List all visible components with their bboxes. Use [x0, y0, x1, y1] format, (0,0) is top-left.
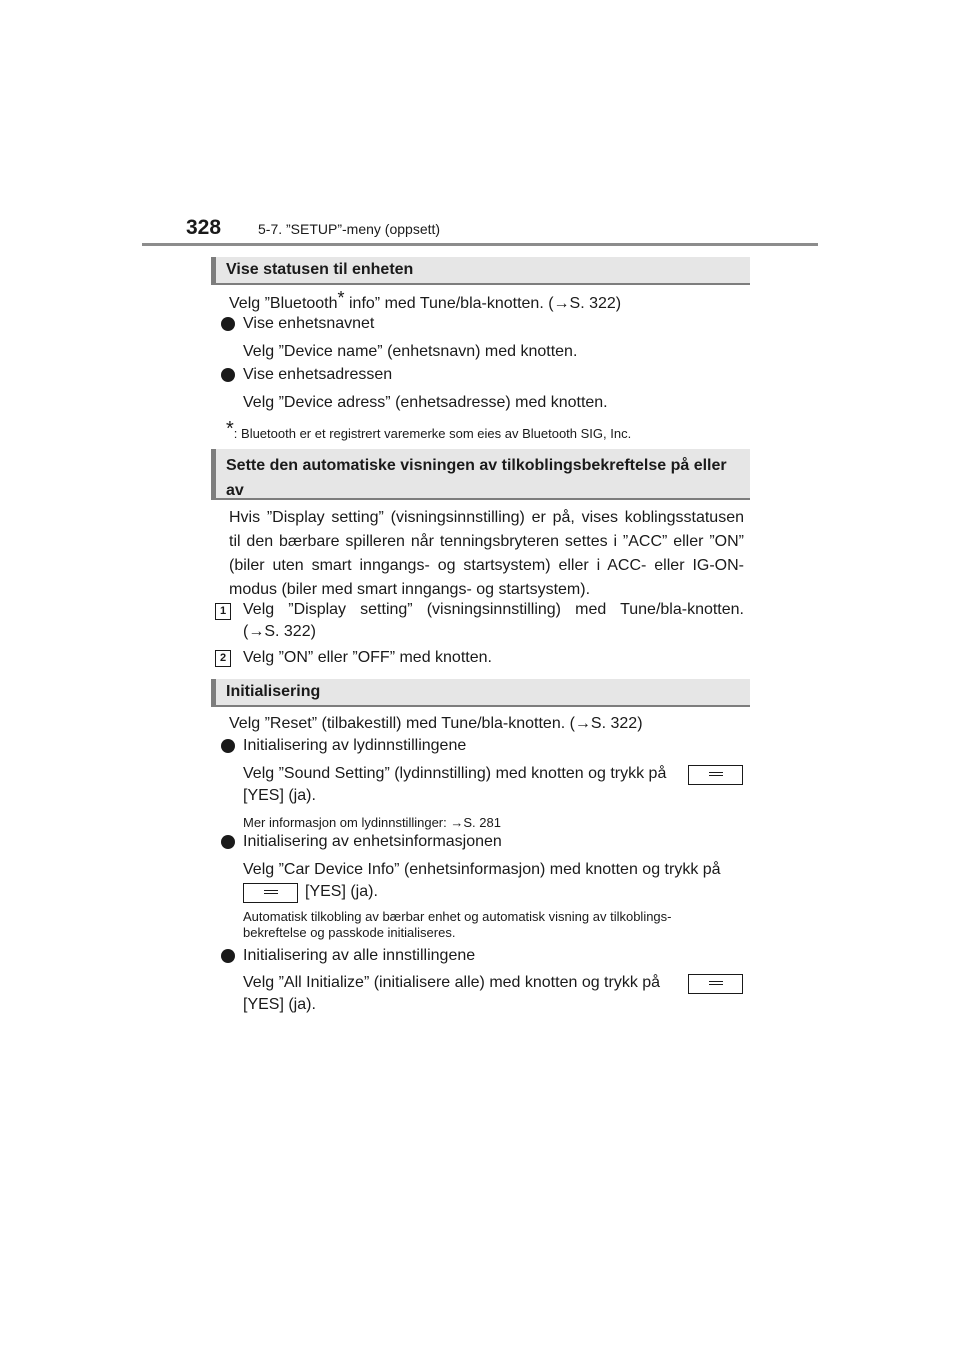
note-text: bekreftelse og passkode initialiseres.	[243, 925, 456, 940]
step-text: Velg ”Display setting” (visningsinnstilling) med Tune/bla-knotten.	[243, 601, 744, 618]
intro-text: Velg ”Reset” (tilbakestill) med Tune/bla-knotten. (→S. 322)	[229, 715, 643, 732]
intro-text	[229, 288, 622, 314]
step-text: Velg ”ON” eller ”OFF” med knotten.	[243, 649, 492, 666]
bullet-dot-icon	[221, 317, 235, 331]
bullet-text: [YES] (ja).	[305, 883, 378, 900]
enter-button-icon	[243, 883, 298, 903]
intro-text-a: Velg ”Bluetooth	[229, 295, 338, 312]
section-heading-line: Sette den automatiske visningen av tilkoblingsbekreftelse på eller	[226, 457, 727, 474]
note-text: Automatisk tilkobling av bærbar enhet og automatisk visning av tilkoblings-	[243, 909, 672, 924]
bullet-dot-icon	[221, 835, 235, 849]
footnote	[226, 418, 632, 444]
page-number: 328	[186, 216, 222, 239]
intro-text-b: info” med Tune/bla-knotten. (→S. 322)	[344, 295, 622, 312]
enter-button-icon	[688, 765, 743, 785]
bullet-text: [YES] (ja).	[243, 787, 316, 804]
paragraph-line: (biler uten smart inngangs- og startsystem) eller i ACC- eller IG-ON-	[229, 557, 744, 574]
bullet-text: Velg ”All Initialize” (initialisere alle) med knotten og trykk på	[243, 974, 661, 991]
section-heading-text: Vise statusen til enheten	[226, 261, 414, 278]
step-text: (→S. 322)	[243, 623, 316, 640]
section-heading-line: av	[226, 482, 244, 499]
bullet-title: Initialisering av lydinnstillingene	[243, 737, 467, 754]
bullet-dot-icon	[221, 739, 235, 753]
section-heading-auto-display	[211, 449, 750, 500]
bullet-text: Velg ”Device name” (enhetsnavn) med knotten.	[243, 343, 578, 360]
bullet-title: Initialisering av enhetsinformasjonen	[243, 833, 502, 850]
section-heading-device-status	[211, 257, 750, 285]
running-title: 5-7. ”SETUP”-meny (oppsett)	[258, 221, 441, 237]
bullet-title: Vise enhetsadressen	[243, 366, 393, 383]
enter-button-icon	[688, 974, 743, 994]
bullet-text: Velg ”Sound Setting” (lydinnstilling) med knotten og trykk på	[243, 765, 667, 782]
bullet-text: Velg ”Device adress” (enhetsadresse) med knotten.	[243, 394, 608, 411]
bullet-title: Initialisering av alle innstillingene	[243, 947, 476, 964]
section-heading-initialization	[211, 679, 750, 707]
step-number-badge: 1	[215, 603, 231, 620]
bullet-text: [YES] (ja).	[243, 996, 316, 1013]
paragraph-line: modus (biler med smart inngangs- og startsystem).	[229, 581, 591, 598]
bullet-text: Velg ”Car Device Info” (enhetsinformasjon) med knotten og trykk på	[243, 861, 721, 878]
header-divider	[142, 243, 818, 246]
note-text: Mer informasjon om lydinnstillinger: →S. 281	[243, 815, 501, 830]
paragraph-line: Hvis ”Display setting” (visningsinnstilling) er på, vises koblingsstatusen	[229, 509, 744, 526]
paragraph-line: til den bærbare spilleren når tenningsbryteren settes i ”ACC” eller ”ON”	[229, 533, 744, 550]
step-number-badge: 2	[215, 650, 231, 667]
asterisk-icon: *	[226, 418, 234, 440]
asterisk-icon: *	[337, 288, 345, 308]
bullet-dot-icon	[221, 368, 235, 382]
section-heading-text: Initialisering	[226, 683, 321, 700]
bullet-dot-icon	[221, 949, 235, 963]
footnote-text: : Bluetooth er et registrert varemerke som eies av Bluetooth SIG, Inc.	[233, 426, 632, 441]
bullet-title: Vise enhetsnavnet	[243, 315, 375, 332]
